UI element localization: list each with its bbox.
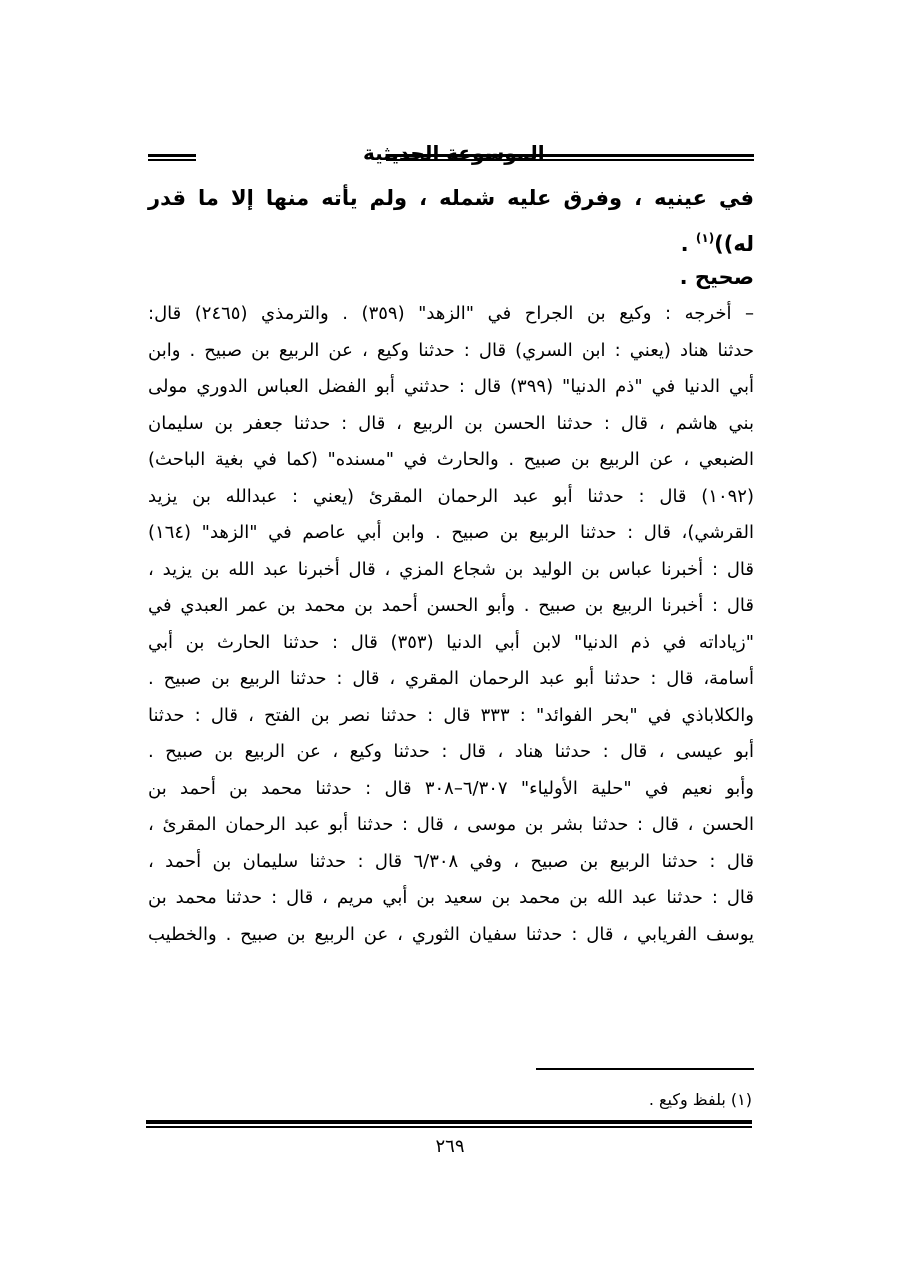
body-line: قال : أخبرنا عباس بن الوليد بن شجاع المزي ، قال أخبرنا عبد الله بن يزيد ، bbox=[148, 558, 754, 580]
page-number: ٢٦٩ bbox=[435, 1136, 465, 1157]
body-line: أسامة، قال : حدثنا أبو عبد الرحمان المقري ، قال : حدثنا الربيع بن صبيح . bbox=[148, 668, 754, 689]
body-line: القرشي)، قال : حدثنا الربيع بن صبيح . وابن أبي عاصم في "الزهد" (١٦٤) bbox=[148, 522, 754, 543]
footnote-divider bbox=[536, 1068, 754, 1070]
hadith-line-2-text: له)) bbox=[714, 232, 754, 256]
hadith-line-2-end: . bbox=[680, 232, 696, 256]
footnote-text: (١) بلفظ وكيع . bbox=[648, 1090, 752, 1109]
body-line: أبو عيسى ، قال : حدثنا هناد ، قال : حدثنا وكيع ، عن الربيع بن صبيح . bbox=[148, 741, 754, 762]
body-line: "زياداته في ذم الدنيا" لابن أبي الدنيا (٣٥٣) قال : حدثنا الحارث بن أبي bbox=[148, 631, 754, 653]
hadith-line-2 bbox=[148, 218, 754, 264]
body-line: والكلاباذي في "بحر الفوائد" : ٣٣٣ قال : حدثنا نصر بن الفتح ، قال : حدثنا bbox=[148, 704, 754, 726]
header-title: الموسوعة الحديثية bbox=[363, 141, 545, 165]
body-line: (١٠٩٢) قال : حدثنا أبو عبد الرحمان المقرئ (يعني : عبدالله بن يزيد bbox=[148, 485, 754, 507]
body-line: قال : أخبرنا الربيع بن صبيح . وأبو الحسن أحمد بن محمد بن عمر العبدي في bbox=[148, 595, 754, 616]
bottom-rule bbox=[146, 1120, 752, 1128]
hadith-quote bbox=[148, 178, 754, 264]
body-line: قال : حدثنا عبد الله بن محمد بن سعيد بن أبي مريم ، قال : حدثنا محمد بن bbox=[148, 887, 754, 908]
body-line: قال : حدثنا الربيع بن صبيح ، وفي ٦/٣٠٨ قال : حدثنا سليمان بن أحمد ، bbox=[148, 850, 754, 872]
header-rule-left bbox=[148, 154, 196, 161]
running-header bbox=[148, 140, 754, 176]
hadith-grade: صحيح . bbox=[679, 265, 754, 289]
body-line: أبي الدنيا في "ذم الدنيا" (٣٩٩) قال : حدثني أبو الفضل العباس الدوري مولى bbox=[148, 376, 754, 397]
body-line: – أخرجه : وكيع بن الجراح في "الزهد" (٣٥٩) . والترمذي (٢٤٦٥) قال: bbox=[148, 303, 754, 324]
hadith-line-1: في عينيه ، وفرق عليه شمله ، ولم يأته منها إلا ما قدر bbox=[148, 186, 754, 210]
body-line: الضبعي ، عن الربيع بن صبيح . والحارث في "مسنده" (كما في بغية الباحث) bbox=[148, 449, 754, 470]
body-line: يوسف الفريابي ، قال : حدثنا سفيان الثوري ، عن الربيع بن صبيح . والخطيب bbox=[148, 923, 754, 945]
takhrij-paragraph bbox=[148, 296, 754, 953]
footnote-ref[interactable]: (١) bbox=[695, 231, 715, 245]
body-line: بني هاشم ، قال : حدثنا الحسن بن الربيع ، قال : حدثنا جعفر بن سليمان bbox=[148, 412, 754, 434]
body-line: الحسن ، قال : حدثنا بشر بن موسى ، قال : حدثنا أبو عبد الرحمان المقرئ ، bbox=[148, 814, 754, 835]
body-line: وأبو نعيم في "حلية الأولياء" ٦/٣٠٧–٣٠٨ قال : حدثنا محمد بن أحمد بن bbox=[148, 777, 755, 799]
body-line: حدثنا هناد (يعني : ابن السري) قال : حدثنا وكيع ، عن الربيع بن صبيح . وابن bbox=[148, 339, 754, 361]
